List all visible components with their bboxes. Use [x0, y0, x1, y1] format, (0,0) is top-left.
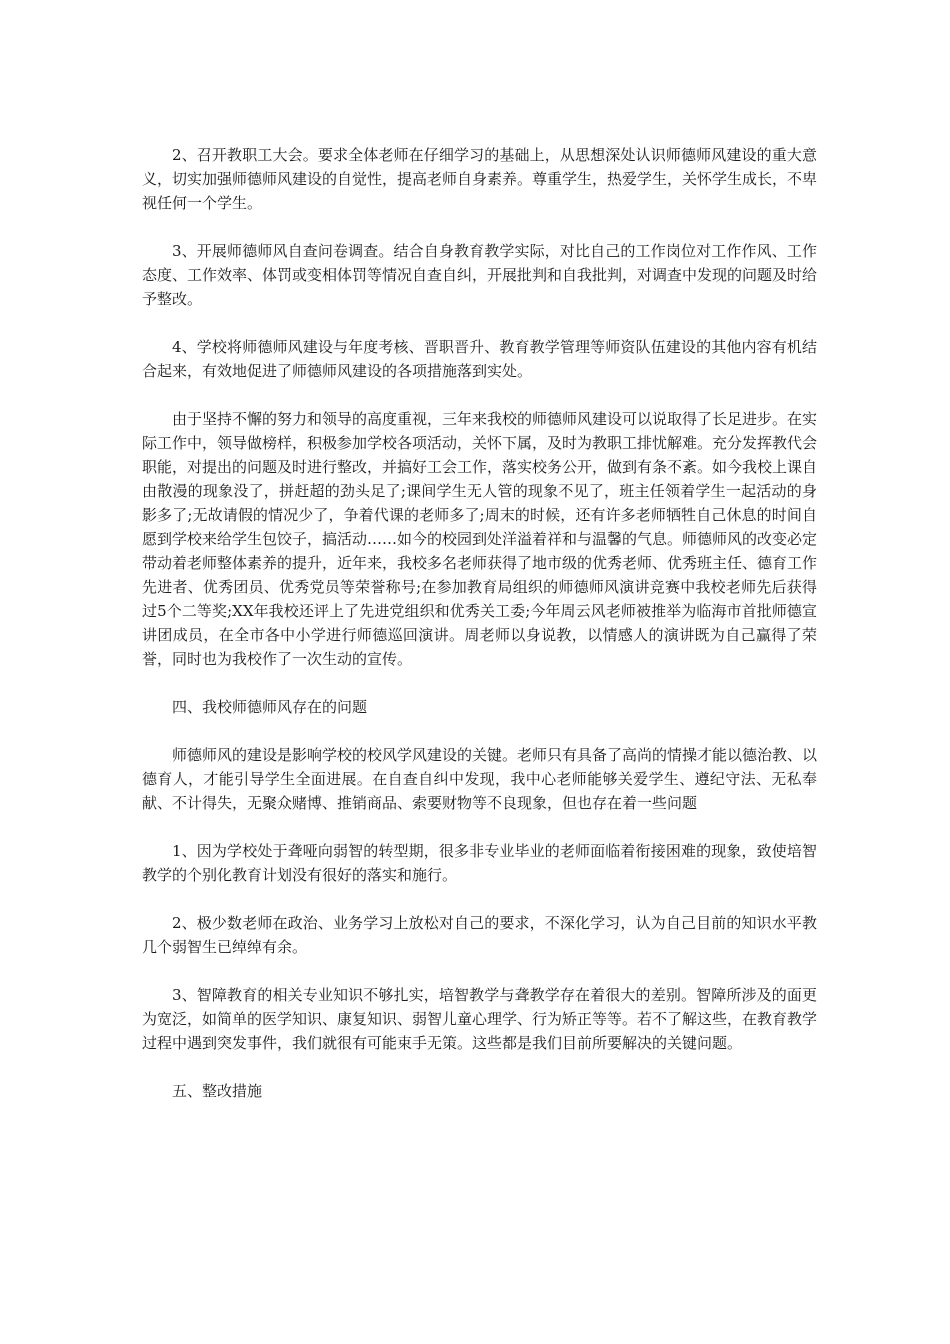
paragraph-problem-3: 3、智障教育的相关专业知识不够扎实，培智教学与聋教学存在着很大的差别。智障所涉及的面更为宽泛，如简单的医学知识、康复知识、弱智儿童心理学、行为矫正等等。若不了解这些，在教育教学过程中遇到突发事件，我们就很有可能束手无策。这些都是我们目前所要解决的关键问题。	[142, 986, 818, 1052]
paragraph-problems-intro: 师德师风的建设是影响学校的校风学风建设的关键。老师只有具备了高尚的情操才能以德治教、以德育人，才能引导学生全面进展。在自查自纠中发现，我中心老师能够关爱学生、遵纪守法、无私奉献、不计得失，无聚众赌博、推销商品、索要财物等不良现象，但也存在着一些问题	[142, 746, 818, 812]
paragraph-problem-2: 2、极少数老师在政治、业务学习上放松对自己的要求，不深化学习，认为自己目前的知识水平教几个弱智生已绰绰有余。	[142, 914, 817, 956]
document-body	[142, 143, 817, 1127]
section-heading-measures: 五、整改措施	[172, 1082, 263, 1100]
paragraph-achievements: 由于坚持不懈的努力和领导的高度重视，三年来我校的师德师风建设可以说取得了长足进步。在实际工作中，领导做榜样，积极参加学校各项活动，关怀下属，及时为教职工排忧解难。充分发挥教代会职能，对提出的问题及时进行整改，并搞好工会工作，落实校务公开，做到有条不紊。如今我校上课自由散漫的现象没了，拼赶超的劲头足了;课间学生无人管的现象不见了，班主任领着学生一起活动的身影多了;无故请假的情况少了，争着代课的老师多了;周末的时候，还有许多老师牺牲自己休息的时间自愿到学校来给学生包饺子，搞活动……如今的校园到处洋溢着祥和与温馨的气息。师德师风的改变必定带动着老师整体素养的提升，近年来，我校多名老师获得了地市级的优秀老师、优秀班主任、德育工作先进者、优秀团员、优秀党员等荣誉称号;在参加教育局组织的师德师风演讲竞赛中我校老师先后获得过5个二等奖;XX年我校还评上了先进党组织和优秀关工委;今年周云风老师被推举为临海市首批师德宣讲团成员，在全市各中小学进行师德巡回演讲。周老师以身说教，以情感人的演讲既为自己赢得了荣誉，同时也为我校作了一次生动的宣传。	[142, 410, 818, 668]
section-heading-problems: 四、我校师德师风存在的问题	[172, 698, 368, 716]
paragraph-problem-1: 1、因为学校处于聋哑向弱智的转型期，很多非专业毕业的老师面临着衔接困难的现象，致使培智教学的个别化教育计划没有很好的落实和施行。	[142, 842, 817, 884]
paragraph-item-2-teachers-meeting: 2、召开教职工大会。要求全体老师在仔细学习的基础上，从思想深处认识师德师风建设的重大意义，切实加强师德师风建设的自觉性，提高老师自身素养。尊重学生，热爱学生，关怀学生成长，不卑视任何一个学生。	[142, 146, 818, 212]
paragraph-item-4-integration: 4、学校将师德师风建设与年度考核、晋职晋升、教育教学管理等师资队伍建设的其他内容有机结合起来，有效地促进了师德师风建设的各项措施落到实处。	[142, 338, 817, 380]
paragraph-item-3-self-check-survey: 3、开展师德师风自查问卷调查。结合自身教育教学实际，对比自己的工作岗位对工作作风、工作态度、工作效率、体罚或变相体罚等情况自查自纠，开展批判和自我批判，对调查中发现的问题及时给予整改。	[142, 242, 818, 308]
